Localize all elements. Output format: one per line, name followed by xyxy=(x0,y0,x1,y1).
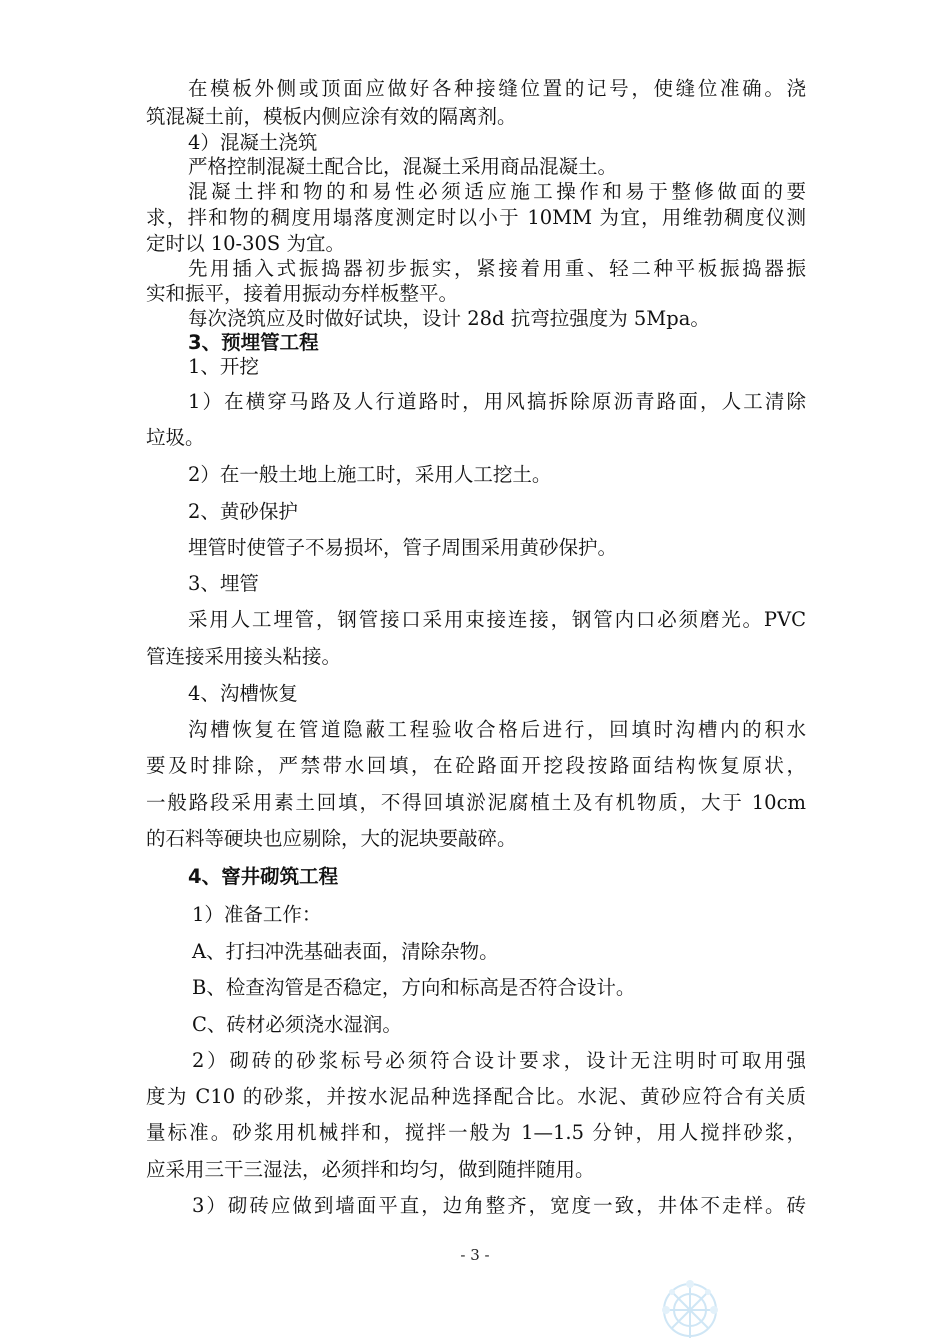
section-subheading: 4、沟槽恢复 xyxy=(188,682,298,705)
text-line: B、检查沟管是否稳定，方向和标高是否符合设计。 xyxy=(192,976,636,999)
section-subheading: 1）准备工作： xyxy=(192,903,322,926)
text-line: 混凝土拌和物的和易性必须适应施工操作和易于整修做面的要 xyxy=(188,180,806,203)
text-line: 管连接采用接头粘接。 xyxy=(146,645,342,668)
snowflake-watermark-icon xyxy=(650,1262,730,1342)
text-line: 垃圾。 xyxy=(146,426,205,449)
text-line: 埋管时使管子不易损坏，管子周围采用黄砂保护。 xyxy=(188,536,618,559)
text-line: 度为 C10 的砂浆，并按水泥品种选择配合比。水泥、黄砂应符合有关质 xyxy=(146,1085,806,1108)
text-line: 严格控制混凝土配合比，混凝土采用商品混凝土。 xyxy=(188,155,618,178)
text-line: 1）在横穿马路及人行道路时，用风搞拆除原沥青路面，人工清除 xyxy=(188,390,806,413)
section-subheading: 3、埋管 xyxy=(188,572,259,595)
text-line: 筑混凝土前，模板内侧应涂有效的隔离剂。 xyxy=(146,105,517,128)
text-line: 求，拌和物的稠度用塌落度测定时以小于 10MM 为宜，用维勃稠度仪测 xyxy=(146,206,806,229)
text-line: 量标准。砂浆用机械拌和，搅拌一般为 1—1.5 分钟，用人搅拌砂浆， xyxy=(146,1121,806,1144)
text-line: 每次浇筑应及时做好试块，设计 28d 抗弯拉强度为 5Mpa。 xyxy=(188,307,710,330)
text-line: 沟槽恢复在管道隐蔽工程验收合格后进行，回填时沟槽内的积水 xyxy=(188,718,806,741)
text-line: 3）砌砖应做到墙面平直，边角整齐，宽度一致，井体不走样。砖 xyxy=(192,1194,806,1217)
section-heading: 3、预埋管工程 xyxy=(188,331,319,354)
page-number: - 3 - xyxy=(460,1246,490,1264)
section-subheading: 2、黄砂保护 xyxy=(188,500,298,523)
section-subheading: 1、开挖 xyxy=(188,355,259,378)
text-line: A、打扫冲洗基础表面，清除杂物。 xyxy=(192,940,499,963)
text-line: 定时以 10-30S 为宜。 xyxy=(146,232,345,255)
text-line: 应采用三干三湿法，必须拌和均匀，做到随拌随用。 xyxy=(146,1158,595,1181)
text-line: C、砖材必须浇水湿润。 xyxy=(192,1013,402,1036)
text-line: 要及时排除，严禁带水回填，在砼路面开挖段按路面结构恢复原状， xyxy=(146,754,806,777)
section-subheading: 4）混凝土浇筑 xyxy=(188,131,318,154)
text-line: 一般路段采用素土回填，不得回填淤泥腐植土及有机物质，大于 10cm xyxy=(146,791,806,814)
text-line: 2）砌砖的砂浆标号必须符合设计要求，设计无注明时可取用强 xyxy=(192,1049,806,1072)
text-line: 采用人工埋管，钢管接口采用束接连接，钢管内口必须磨光。PVC xyxy=(188,608,806,631)
text-line: 2）在一般土地上施工时，采用人工挖土。 xyxy=(188,463,552,486)
text-line: 在模板外侧或顶面应做好各种接缝位置的记号，使缝位准确。浇 xyxy=(188,77,806,100)
text-line: 实和振平，接着用振动夯样板整平。 xyxy=(146,282,459,305)
text-line: 的石料等硬块也应剔除，大的泥块要敲碎。 xyxy=(146,827,517,850)
text-line: 先用插入式振捣器初步振实，紧接着用重、轻二种平板振捣器振 xyxy=(188,257,806,280)
section-heading: 4、窨井砌筑工程 xyxy=(188,865,339,888)
